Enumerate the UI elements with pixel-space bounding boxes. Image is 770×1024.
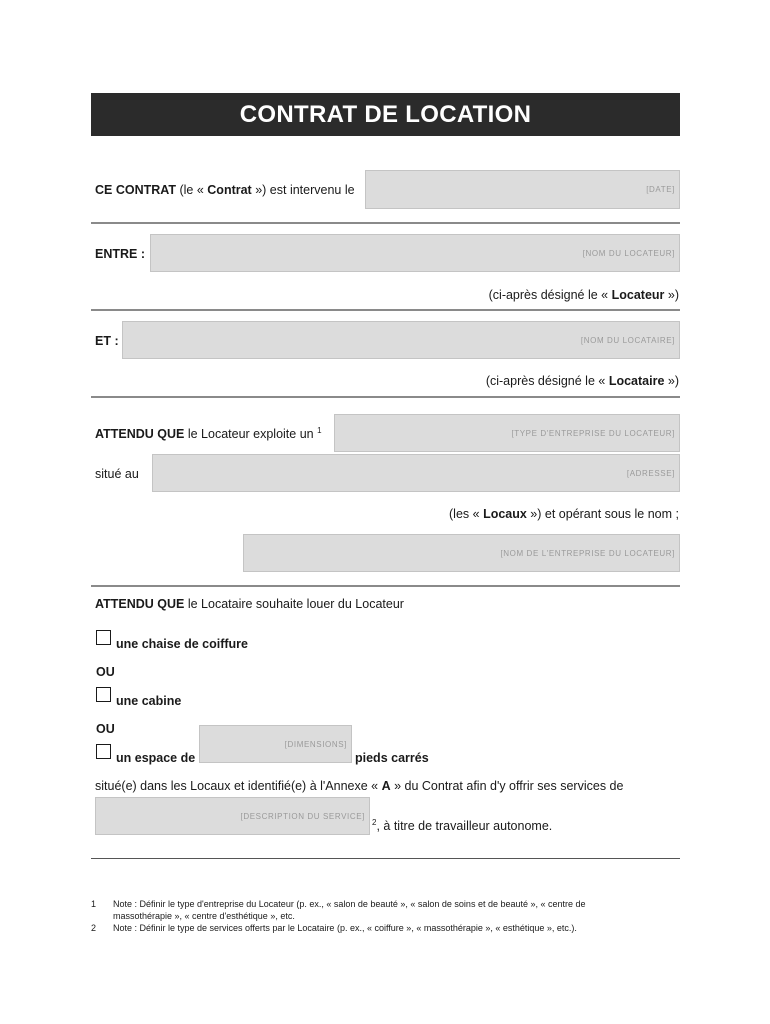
locataire-designation-post: »): [664, 374, 679, 388]
chaise-checkbox[interactable]: [96, 630, 111, 645]
adresse-placeholder: [ADRESSE]: [626, 469, 675, 478]
autonome-text: [372, 818, 552, 834]
et-label: ET :: [95, 334, 119, 348]
date-field[interactable]: [365, 170, 680, 209]
divider-5: [91, 858, 680, 859]
divider-2: [91, 309, 680, 311]
espace-checkbox[interactable]: [96, 744, 111, 759]
locataire-term: Locataire: [608, 374, 665, 388]
footnote-1: [113, 898, 673, 922]
locataire-name-placeholder: [NOM DU LOCATAIRE]: [580, 336, 675, 345]
page-title-text: CONTRAT DE LOCATION: [239, 100, 532, 128]
situe-annexe-text: [95, 778, 623, 794]
adresse-field[interactable]: [152, 454, 680, 492]
service-placeholder: [DESCRIPTION DU SERVICE]: [240, 812, 365, 821]
locataire-name-field[interactable]: [122, 321, 680, 359]
dimensions-placeholder: [DIMENSIONS]: [284, 740, 347, 749]
chaise-label: une chaise de coiffure: [116, 637, 248, 651]
espace-label: un espace de: [116, 751, 196, 765]
attendu-locataire: [95, 596, 404, 612]
locataire-designation-pre: (ci-après désigné le «: [485, 374, 609, 388]
footnote-ref-2: 2: [372, 817, 377, 827]
locaux-post: ») et opérant sous le nom ;: [526, 507, 679, 521]
date-placeholder: [DATE]: [646, 185, 675, 194]
intro-text-2: ») est intervenu le: [251, 183, 355, 197]
divider-1: [91, 222, 680, 224]
locateur-designation-pre: (ci-après désigné le «: [488, 288, 612, 302]
footnote-1-line1: Note : Définir le type d'entreprise du Locateur (p. ex., « salon de beauté », « salon de soins et de beauté », « centre de: [113, 899, 586, 909]
attendu-locataire-text: le Locataire souhaite louer du Locateur: [184, 597, 404, 611]
locaux-text: [449, 506, 679, 522]
footnote-2-num: 2: [91, 923, 97, 933]
cabine-checkbox[interactable]: [96, 687, 111, 702]
attendu-que-label-2: ATTENDU QUE: [95, 597, 185, 611]
service-field[interactable]: [95, 797, 370, 835]
entre-label: ENTRE :: [95, 247, 145, 261]
pieds-carres-label: pieds carrés: [355, 751, 429, 765]
contrat-term: Contrat: [207, 183, 252, 197]
footnote-1-line2: massothérapie », « centre d'esthétique », etc.: [113, 911, 295, 921]
attendu-locateur-text: le Locateur exploite un: [184, 427, 318, 441]
locataire-designation: [486, 373, 679, 389]
entreprise-type-placeholder: [TYPE D'ENTREPRISE DU LOCATEUR]: [511, 429, 675, 438]
locaux-pre: (les «: [449, 507, 484, 521]
footnote-1-num: 1: [91, 899, 97, 909]
cabine-label: une cabine: [116, 694, 182, 708]
page-title: [91, 93, 680, 136]
ou-label-1: OU: [96, 665, 115, 679]
locateur-designation: [489, 287, 679, 303]
divider-4: [91, 585, 680, 587]
entreprise-type-field[interactable]: [334, 414, 680, 452]
attendu-locateur: [95, 426, 322, 442]
autonome-text-body: , à titre de travailleur autonome.: [376, 819, 553, 833]
attendu-que-label-1: ATTENDU QUE: [95, 427, 185, 441]
entreprise-name-field[interactable]: [243, 534, 680, 572]
intro-text-1: (le «: [176, 183, 208, 197]
annexe-term: A: [381, 779, 391, 793]
locateur-name-field[interactable]: [150, 234, 680, 272]
ce-contrat-label: CE CONTRAT: [95, 183, 177, 197]
locaux-term: Locaux: [483, 507, 527, 521]
contract-intro: [95, 182, 355, 198]
locateur-designation-post: »): [664, 288, 679, 302]
locateur-name-placeholder: [NOM DU LOCATEUR]: [582, 249, 675, 258]
divider-3: [91, 396, 680, 398]
footnote-2-line1: Note : Définir le type de services offerts par le Locataire (p. ex., « coiffure », « massothérapie », « esthétique », etc.).: [113, 923, 577, 933]
entreprise-name-placeholder: [NOM DE L'ENTREPRISE DU LOCATEUR]: [500, 549, 675, 558]
situe-au-label: situé au: [95, 467, 139, 481]
locateur-term: Locateur: [611, 288, 665, 302]
situe-annexe-pre: situé(e) dans les Locaux et identifié(e) à l'Annexe «: [95, 779, 382, 793]
situe-annexe-post: » du Contrat afin d'y offrir ses services de: [390, 779, 624, 793]
footnote-ref-1: 1: [317, 425, 322, 435]
dimensions-field[interactable]: [199, 725, 352, 763]
footnote-2: [113, 922, 673, 934]
ou-label-2: OU: [96, 722, 115, 736]
